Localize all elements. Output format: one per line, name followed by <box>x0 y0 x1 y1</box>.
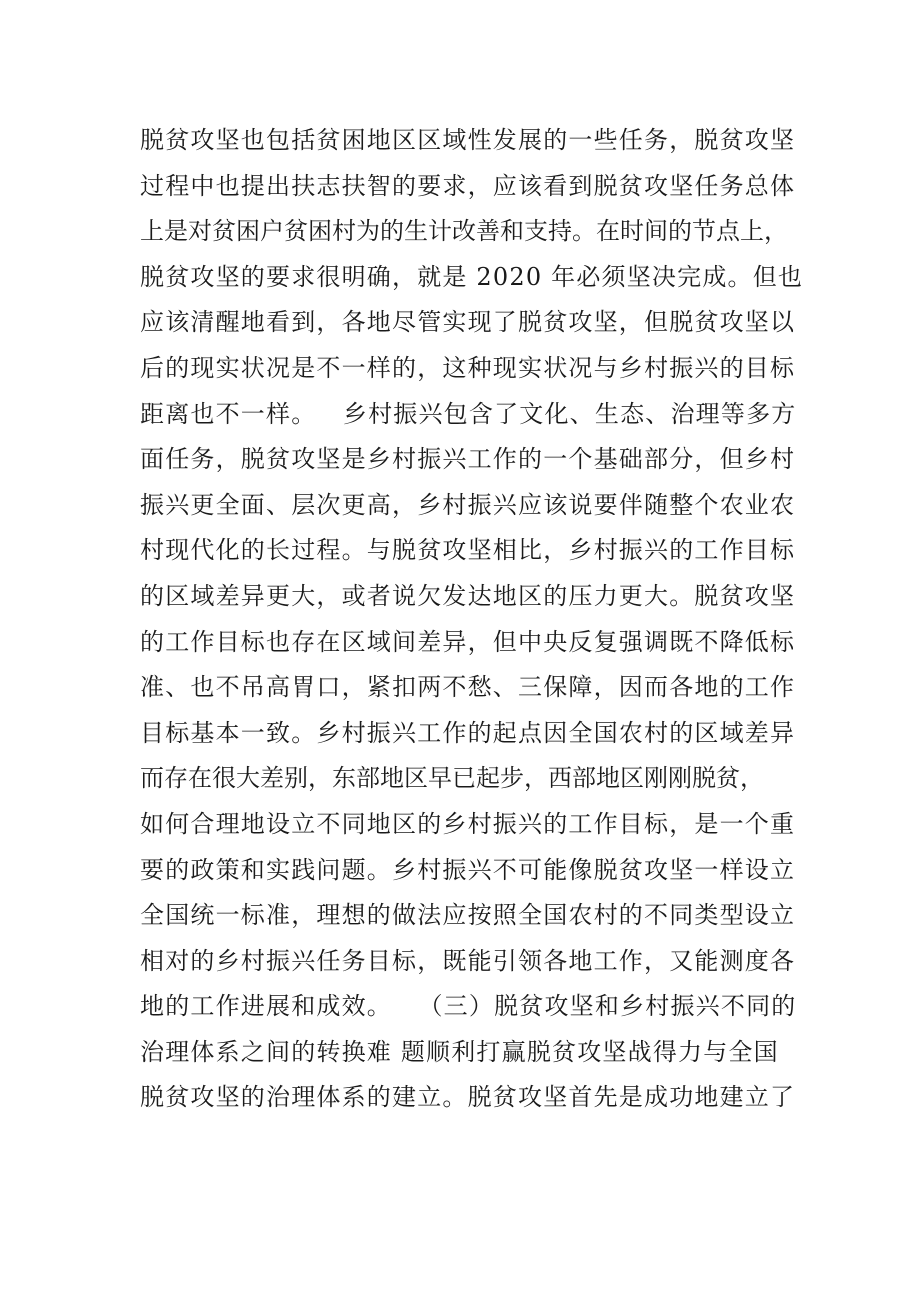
text-line-14: 目标基本一致。乡村振兴工作的起点因全国农村的区域差异 <box>140 718 796 747</box>
text-line-1: 脱贫攻坚也包括贫困地区区域性发展的一些任务，脱贫攻坚 <box>140 126 796 154</box>
text-line-22: 脱贫攻坚的治理体系的建立。脱贫攻坚首先是成功地建立了 <box>140 1083 796 1112</box>
text-line-17: 要的政策和实践问题。乡村振兴不可能像脱贫攻坚一样设立 <box>140 855 796 884</box>
body-text <box>140 118 804 1121</box>
text-line-20: 地的工作进展和成效。 （三）脱贫攻坚和乡村振兴不同的 <box>140 992 797 1021</box>
text-line-5: 应该清醒地看到，各地尽管实现了脱贫攻坚，但脱贫攻坚以 <box>140 308 796 337</box>
text-line-11: 的区域差异更大，或者说欠发达地区的压力更大。脱贫攻坚 <box>140 581 796 610</box>
text-line-12: 的工作目标也存在区域间差异，但中央反复强调既不降低标 <box>140 627 796 656</box>
text-line-9: 振兴更全面、层次更高，乡村振兴应该说要伴随整个农业农 <box>140 490 796 519</box>
text-line-7: 距离也不一样。 乡村振兴包含了文化、生态、治理等多方 <box>140 399 797 428</box>
text-line-19: 相对的乡村振兴任务目标，既能引领各地工作，又能测度各 <box>140 946 796 975</box>
text-line-16: 如何合理地设立不同地区的乡村振兴的工作目标，是一个重 <box>140 809 796 838</box>
text-line-3: 上是对贫困户贫困村为的生计改善和支持。在时间的节点上， <box>140 217 788 246</box>
text-line-10: 村现代化的长过程。与脱贫攻坚相比，乡村振兴的工作目标 <box>140 536 796 565</box>
text-line-6: 后的现实状况是不一样的，这种现实状况与乡村振兴的目标 <box>140 353 796 382</box>
text-line-21: 治理体系之间的转换难 题顺利打赢脱贫攻坚战得力与全国 <box>140 1037 779 1066</box>
text-line-18: 全国统一标准，理想的做法应按照全国农村的不同类型设立 <box>140 901 796 930</box>
text-line-15: 而存在很大差别，东部地区早已起步，西部地区刚刚脱贫， <box>140 764 764 793</box>
text-line-2: 过程中也提出扶志扶智的要求，应该看到脱贫攻坚任务总体 <box>140 171 796 200</box>
text-line-13: 准、也不吊高胃口，紧扣两不愁、三保障，因而各地的工作 <box>140 673 796 702</box>
text-line-8: 面任务，脱贫攻坚是乡村振兴工作的一个基础部分，但乡村 <box>140 445 796 474</box>
text-line-4: 脱贫攻坚的要求很明确，就是 2020 年必须坚决完成。但也 <box>140 262 804 291</box>
